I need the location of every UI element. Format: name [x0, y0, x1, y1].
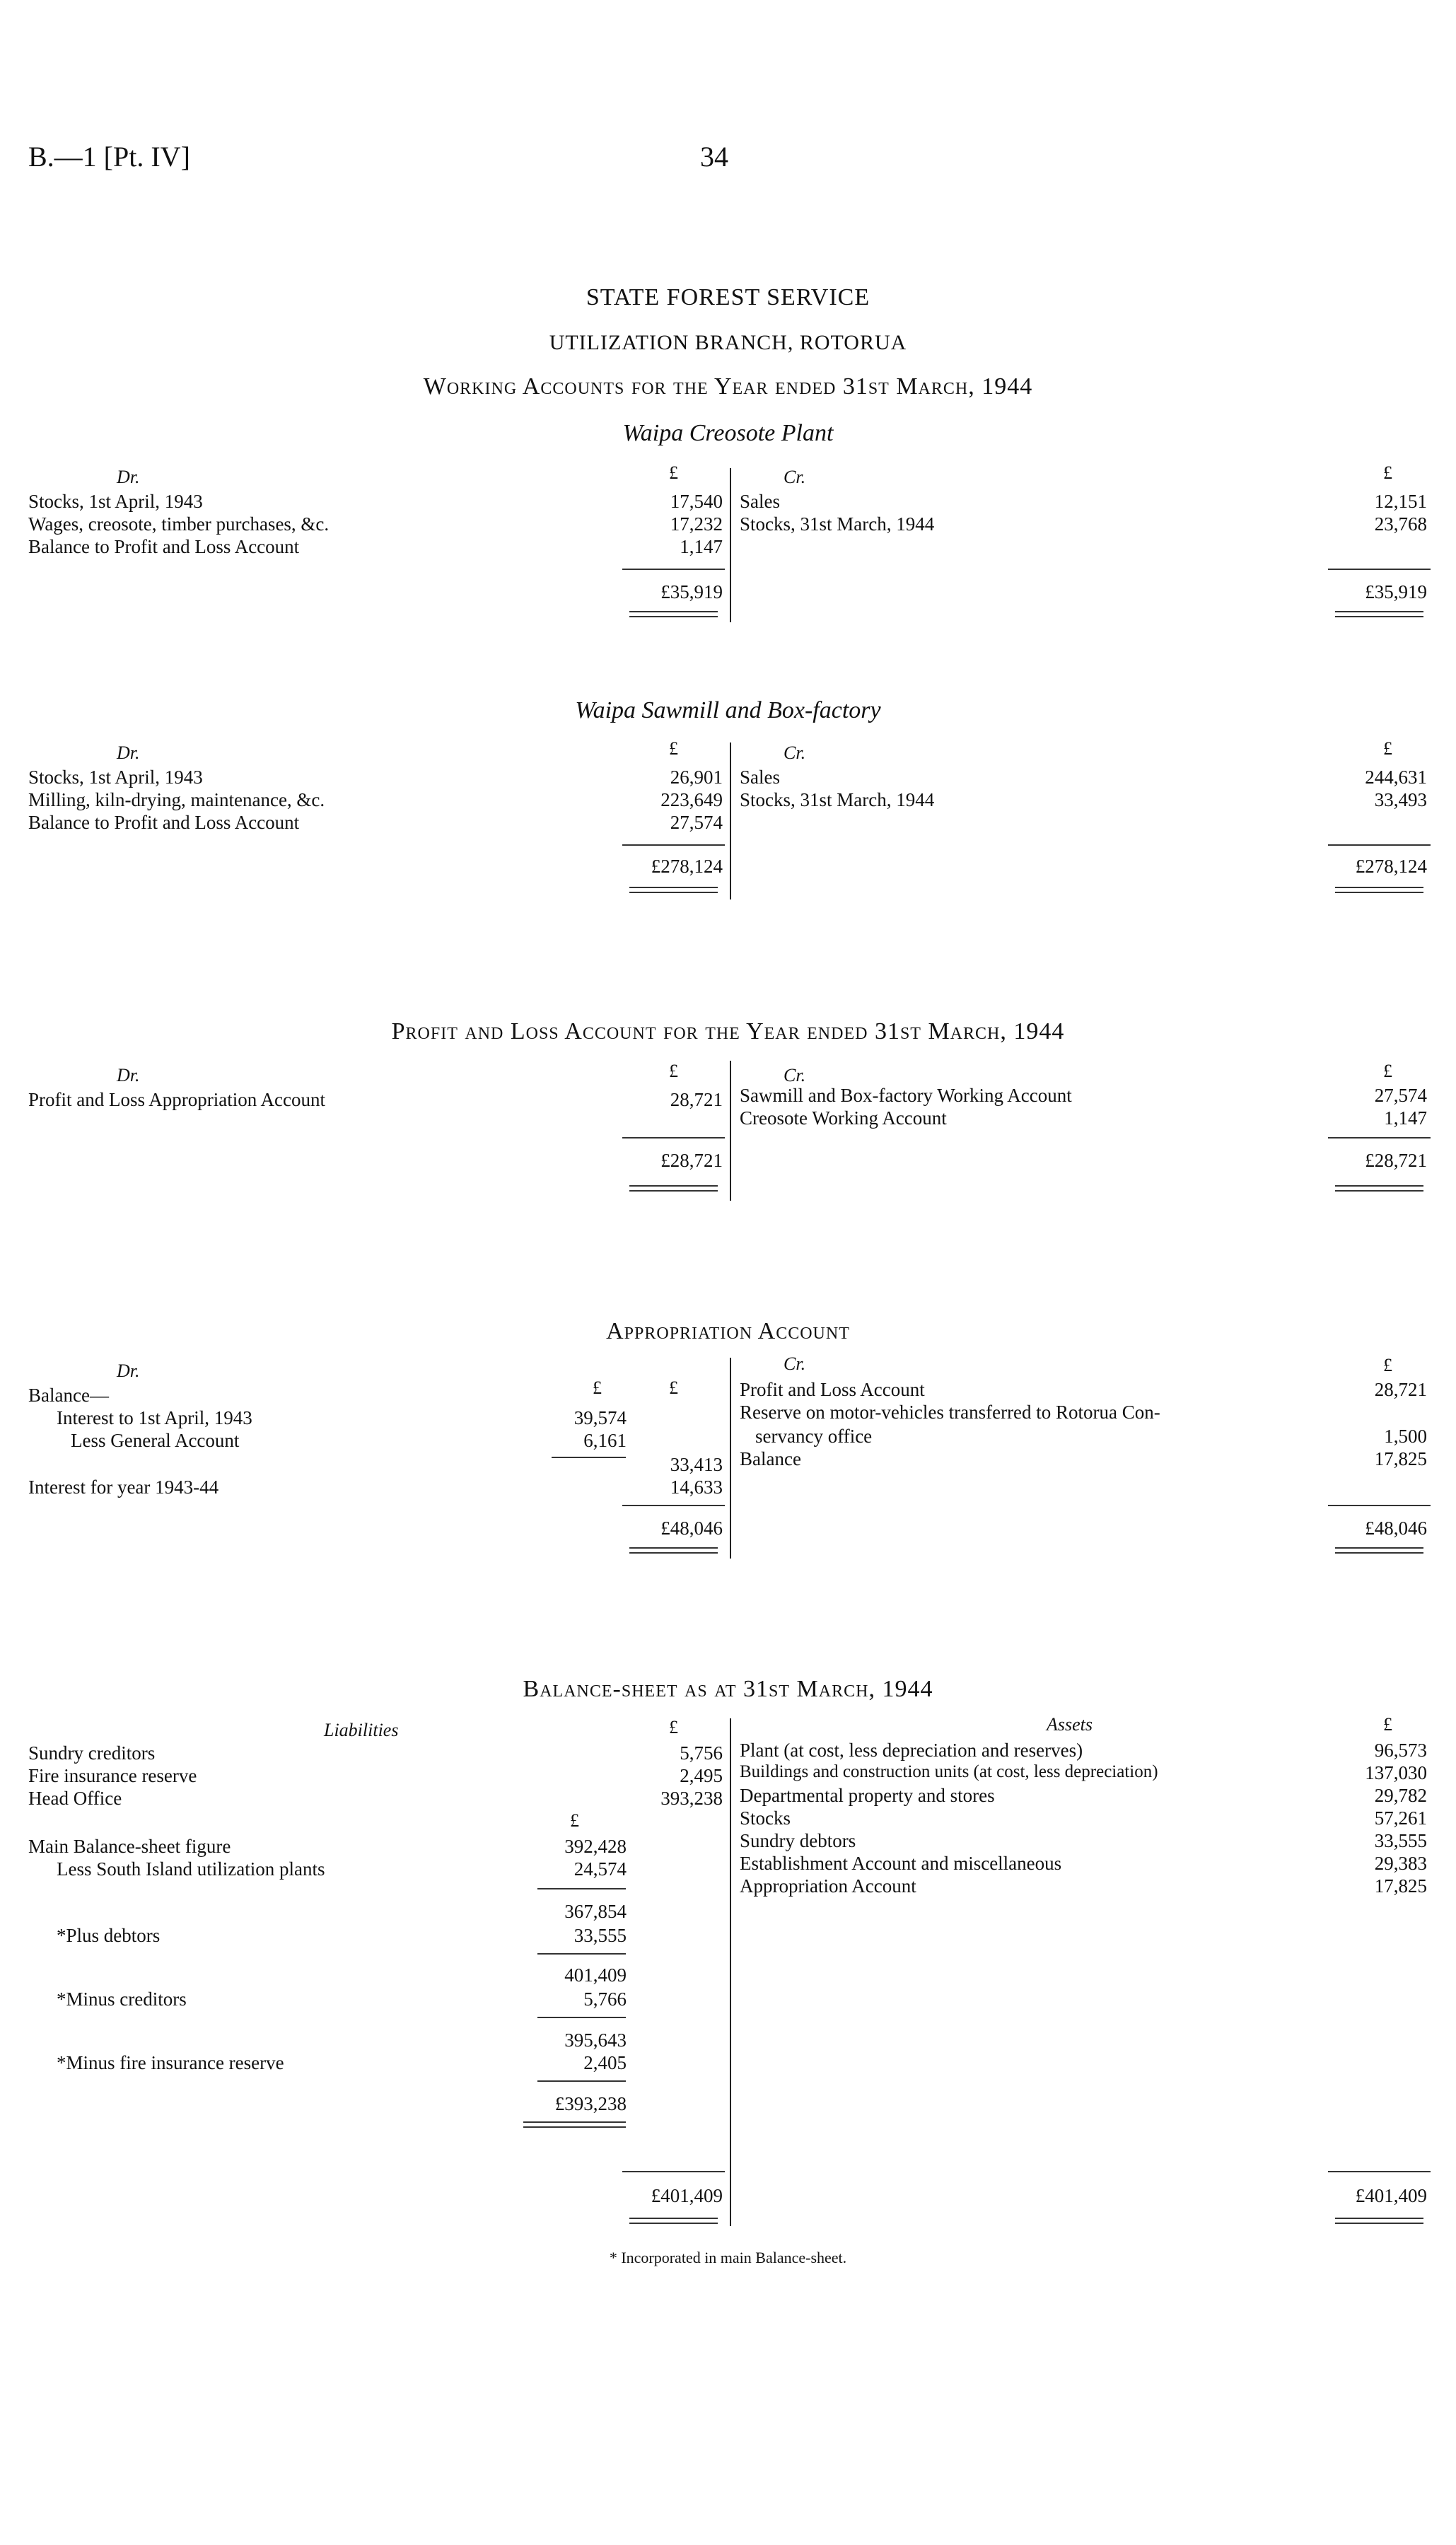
sawmill-pound-dr: £: [669, 738, 678, 759]
creosote-double-rule: [629, 611, 718, 617]
sawmill-cr-amount: 33,493: [1374, 789, 1427, 810]
appropriation-cr-label: Profit and Loss Account: [740, 1379, 925, 1400]
creosote-pound-dr: £: [669, 462, 678, 483]
appropriation-interest-year-label: Interest for year 1943-44: [28, 1477, 219, 1498]
balance-sheet-total-rule: [1328, 2171, 1431, 2172]
sawmill-cr: Cr.: [784, 742, 806, 763]
asset-label: Sundry debtors: [740, 1830, 856, 1851]
title-line-1: STATE FOREST SERVICE: [586, 284, 870, 310]
sawmill-cr-label: Sales: [740, 767, 780, 788]
balance-sheet-divider: [730, 1718, 731, 2226]
appropriation-double-rule: [1335, 1547, 1423, 1554]
profit-loss-cr-amount: 27,574: [1374, 1085, 1427, 1106]
liability-amount: 5,756: [680, 1742, 723, 1764]
profit-loss-double-rule: [629, 1185, 718, 1192]
appropriation-cr: Cr.: [784, 1353, 806, 1374]
creosote-divider: [730, 468, 731, 622]
creosote-cr-label: Stocks, 31st March, 1944: [740, 513, 935, 535]
appropriation-pound-cr: £: [1383, 1355, 1392, 1375]
appropriation-interest-year-amount: 14,633: [670, 1477, 723, 1498]
profit-loss-cr-amount: 1,147: [1384, 1107, 1427, 1129]
calc-subtotal: 367,854: [564, 1901, 627, 1922]
calc-subtotal: 401,409: [564, 1964, 627, 1986]
sawmill-dr-label: Balance to Profit and Loss Account: [28, 812, 300, 833]
calc-double-rule: [523, 2121, 626, 2128]
sawmill-dr-amount: 223,649: [660, 789, 723, 810]
appropriation-cr-label: Balance: [740, 1448, 801, 1469]
asset-label: Buildings and construction units (at cost, less depreciation): [740, 1762, 1158, 1781]
calc-plus-label: *Plus debtors: [57, 1925, 161, 1946]
creosote-cr-label: Sales: [740, 491, 780, 512]
liability-label: Fire insurance reserve: [28, 1765, 197, 1786]
appropriation-less-amount: 6,161: [583, 1430, 627, 1451]
creosote-double-rule: [1335, 611, 1423, 617]
appropriation-cr-amount: 1,500: [1384, 1426, 1427, 1447]
profit-loss-divider: [730, 1061, 731, 1201]
document-reference: B.—1 [Pt. IV]: [28, 141, 190, 173]
balance-sheet-title: Balance-sheet as at 31st March, 1944: [523, 1676, 933, 1702]
calc-minus-fire-amount: 2,405: [583, 2052, 627, 2073]
creosote-dr-label: Wages, creosote, timber purchases, &c.: [28, 513, 330, 535]
sawmill-double-rule: [1335, 887, 1423, 893]
profit-loss-dr-amount: 28,721: [670, 1089, 723, 1110]
profit-loss-title: Profit and Loss Account for the Year ended 31st March, 1944: [391, 1018, 1065, 1044]
appropriation-divider: [730, 1358, 731, 1559]
asset-amount: 29,782: [1374, 1785, 1427, 1806]
liabilities-heading: Liabilities: [324, 1720, 399, 1740]
calc-rule: [537, 2080, 626, 2082]
calc-plus-amount: 33,555: [573, 1925, 627, 1946]
appropriation-dr: Dr.: [117, 1361, 140, 1381]
asset-amount: 17,825: [1374, 1875, 1427, 1897]
calc-minus-creditors-amount: 5,766: [583, 1988, 627, 2010]
sawmill-title: Waipa Sawmill and Box-factory: [575, 697, 881, 723]
appropriation-total-rule: [1328, 1505, 1431, 1506]
profit-loss-cr-label: Creosote Working Account: [740, 1107, 947, 1129]
sawmill-dr-amount: 27,574: [670, 812, 723, 833]
balance-sheet-double-rule: [1335, 2218, 1423, 2224]
calc-minus-fire-label: *Minus fire insurance reserve: [57, 2052, 284, 2073]
footnote: * Incorporated in main Balance-sheet.: [609, 2249, 847, 2266]
creosote-dr-label: Balance to Profit and Loss Account: [28, 536, 300, 557]
asset-amount: 57,261: [1374, 1807, 1427, 1829]
calc-less-amount: 24,574: [573, 1858, 627, 1880]
calc-final: £393,238: [554, 2093, 627, 2114]
creosote-title: Waipa Creosote Plant: [622, 420, 834, 446]
appropriation-balance-label: Balance—: [28, 1385, 109, 1406]
appropriation-cr-label: Reserve on motor-vehicles transferred to Rotorua Con-: [740, 1402, 1160, 1423]
sawmill-dr: Dr.: [117, 742, 140, 763]
sawmill-total-rule: [1328, 844, 1431, 846]
calc-pound: £: [570, 1810, 579, 1831]
balance-sheet-total-liabilities: £401,409: [651, 2185, 723, 2206]
appropriation-interest-label: Interest to 1st April, 1943: [57, 1407, 252, 1428]
appropriation-net-amount: 33,413: [670, 1454, 723, 1475]
calc-minus-creditors-label: *Minus creditors: [57, 1988, 187, 2010]
asset-label: Appropriation Account: [740, 1875, 916, 1897]
creosote-total-dr: £35,919: [660, 581, 723, 602]
appropriation-total-cr: £48,046: [1365, 1518, 1427, 1539]
sawmill-total-cr: £278,124: [1355, 856, 1427, 877]
asset-label: Plant (at cost, less depreciation and reserves): [740, 1740, 1083, 1761]
profit-loss-double-rule: [1335, 1185, 1423, 1192]
balance-sheet-total-assets: £401,409: [1355, 2185, 1427, 2206]
creosote-pound-cr: £: [1383, 462, 1392, 483]
appropriation-less-label: Less General Account: [71, 1430, 240, 1451]
appropriation-pound-sub: £: [593, 1378, 602, 1398]
appropriation-total-rule: [622, 1505, 725, 1506]
profit-loss-total-cr: £28,721: [1365, 1150, 1427, 1171]
sawmill-cr-amount: 244,631: [1365, 767, 1427, 788]
profit-loss-total-rule: [1328, 1137, 1431, 1138]
creosote-total-rule: [1328, 569, 1431, 570]
liability-label: Sundry creditors: [28, 1742, 156, 1764]
profit-loss-cr-label: Sawmill and Box-factory Working Account: [740, 1085, 1072, 1106]
asset-label: Departmental property and stores: [740, 1785, 995, 1806]
appropriation-cr-amount: 28,721: [1374, 1379, 1427, 1400]
appropriation-double-rule: [629, 1547, 718, 1554]
creosote-total-cr: £35,919: [1365, 581, 1427, 602]
sawmill-dr-label: Stocks, 1st April, 1943: [28, 767, 203, 788]
profit-loss-pound-cr: £: [1383, 1061, 1392, 1081]
creosote-dr-label: Stocks, 1st April, 1943: [28, 491, 203, 512]
creosote-cr-amount: 23,768: [1374, 513, 1427, 535]
asset-amount: 96,573: [1374, 1740, 1427, 1761]
asset-amount: 29,383: [1374, 1853, 1427, 1874]
appropriation-title: Appropriation Account: [606, 1318, 850, 1344]
sawmill-total-dr: £278,124: [651, 856, 723, 877]
liability-amount: 2,495: [680, 1765, 723, 1786]
calc-subtotal: 395,643: [564, 2029, 627, 2051]
asset-amount: 137,030: [1365, 1762, 1427, 1783]
calc-rule: [537, 1953, 626, 1955]
calc-rule: [537, 2017, 626, 2018]
creosote-cr: Cr.: [784, 467, 806, 487]
liabilities-pound: £: [669, 1717, 678, 1737]
title-line-3: Working Accounts for the Year ended 31st March, 1944: [423, 373, 1033, 400]
asset-label: Stocks: [740, 1807, 791, 1829]
sawmill-double-rule: [629, 887, 718, 893]
creosote-dr: Dr.: [117, 467, 140, 487]
appropriation-cr-label: servancy office: [755, 1426, 873, 1447]
asset-amount: 33,555: [1374, 1830, 1427, 1851]
calc-rule: [537, 1888, 626, 1889]
creosote-total-rule: [622, 569, 725, 570]
sawmill-dr-label: Milling, kiln-drying, maintenance, &c.: [28, 789, 325, 810]
profit-loss-cr: Cr.: [784, 1065, 806, 1085]
balance-sheet-double-rule: [629, 2218, 718, 2224]
sawmill-pound-cr: £: [1383, 738, 1392, 759]
assets-heading: Assets: [1047, 1714, 1093, 1735]
title-line-2: UTILIZATION BRANCH, ROTORUA: [549, 331, 907, 354]
creosote-cr-amount: 12,151: [1374, 491, 1427, 512]
calc-main-amount: 392,428: [564, 1836, 627, 1857]
sawmill-total-rule: [622, 844, 725, 846]
asset-label: Establishment Account and miscellaneous: [740, 1853, 1062, 1874]
page-number: 34: [700, 141, 728, 173]
appropriation-total-dr: £48,046: [660, 1518, 723, 1539]
sawmill-dr-amount: 26,901: [670, 767, 723, 788]
appropriation-pound-dr: £: [669, 1378, 678, 1398]
creosote-dr-amount: 17,232: [670, 513, 723, 535]
profit-loss-dr: Dr.: [117, 1065, 140, 1085]
calc-less-label: Less South Island utilization plants: [57, 1858, 325, 1880]
appropriation-interest-amount: 39,574: [573, 1407, 627, 1428]
appropriation-cr-amount: 17,825: [1374, 1448, 1427, 1469]
profit-loss-pound-dr: £: [669, 1061, 678, 1081]
creosote-dr-amount: 17,540: [670, 491, 723, 512]
calc-main-label: Main Balance-sheet figure: [28, 1836, 231, 1857]
profit-loss-total-rule: [622, 1137, 725, 1138]
liability-amount: 393,238: [660, 1788, 723, 1809]
sawmill-cr-label: Stocks, 31st March, 1944: [740, 789, 935, 810]
creosote-dr-amount: 1,147: [680, 536, 723, 557]
balance-sheet-total-rule: [622, 2171, 725, 2172]
sawmill-divider: [730, 742, 731, 899]
profit-loss-dr-label: Profit and Loss Appropriation Account: [28, 1089, 325, 1110]
liability-label: Head Office: [28, 1788, 122, 1809]
profit-loss-total-dr: £28,721: [660, 1150, 723, 1171]
assets-pound: £: [1383, 1714, 1392, 1735]
